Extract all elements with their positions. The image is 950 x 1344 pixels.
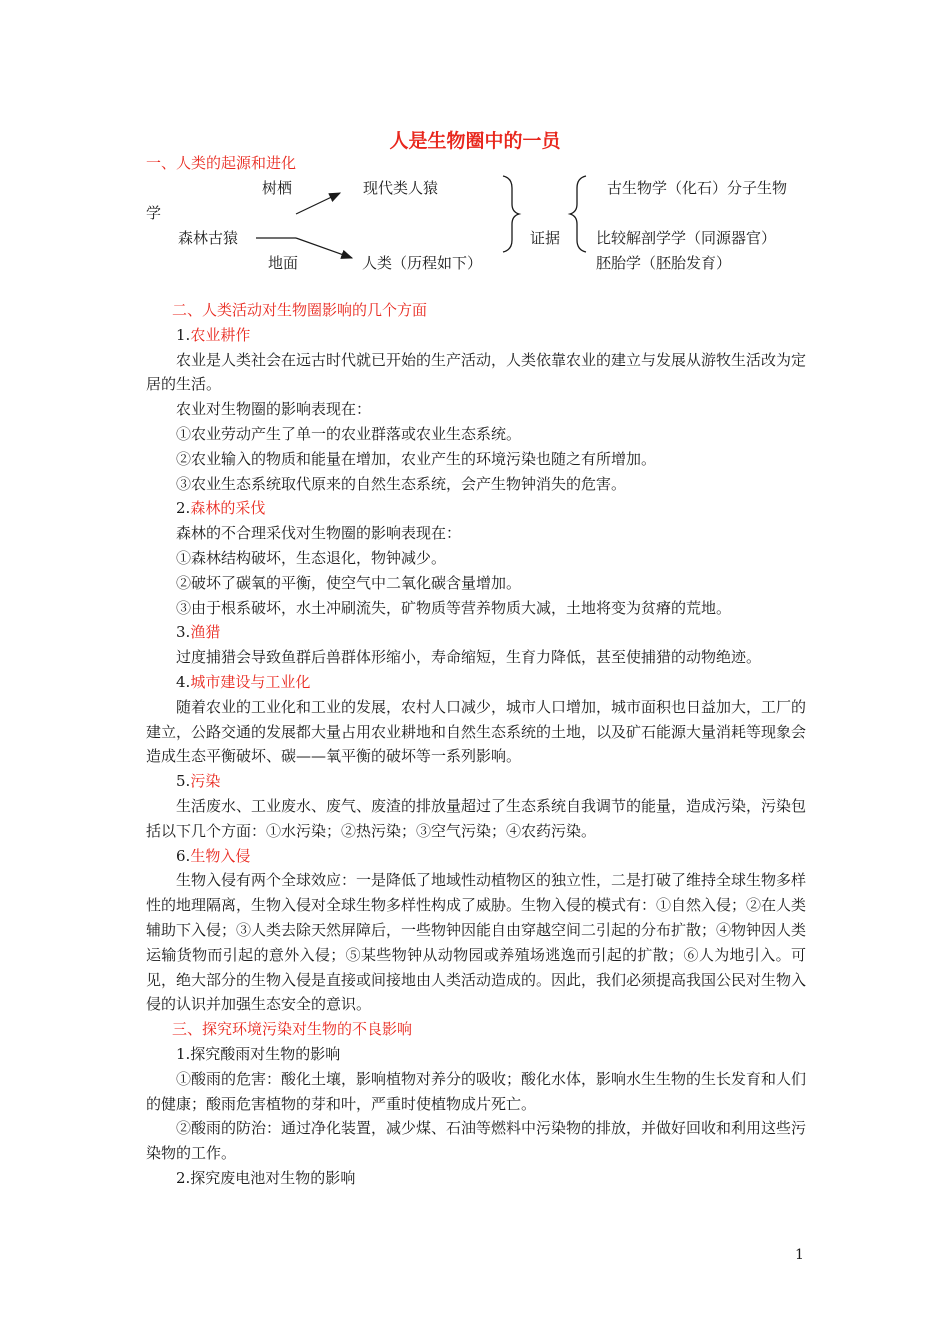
section3-sub1: 1.探究酸雨对生物的影响	[176, 1044, 341, 1063]
page-title: 人是生物圈中的一员	[389, 130, 561, 152]
item-heading	[146, 769, 806, 794]
item-title: 农业耕作	[190, 325, 251, 344]
item-number: 5.	[176, 772, 191, 791]
item-paragraph: 农业是人类社会在远古时代就已开始的生产活动，人类依靠农业的建立与发展从游牧生活改为定居的生活。	[146, 350, 807, 394]
item-paragraph: 随着农业的工业化和工业的发展，农村人口减少，城市人口增加，城市面积也日益加大，工厂的建立，公路交通的发展都大量占用农业耕地和自然生态系统的土地，以及矿石能源大量消耗等现象会造成生态平衡破坏、碳——氧平衡的破坏等一系列影响。	[146, 697, 807, 766]
item-list-entry: ③农业生态系统取代原来的自然生态系统，会产生物钟消失的危害。	[176, 474, 627, 493]
item-title: 城市建设与工业化	[190, 672, 311, 691]
diagram-evidence-label: 证据	[530, 229, 561, 247]
diagram-modern-ape: 现代类人猿	[363, 179, 439, 197]
item-heading	[146, 323, 806, 348]
item-title: 森林的采伐	[190, 499, 266, 518]
arrow-to-modern-ape	[296, 193, 340, 214]
item-number: 2.	[176, 499, 191, 518]
document-body	[146, 298, 806, 1191]
item-number: 3.	[176, 623, 191, 642]
item-title: 渔猎	[190, 623, 221, 642]
section2-heading: 二、人类活动对生物圈影响的几个方面	[172, 301, 428, 319]
item-paragraph: 过度捕猎会导致鱼群后兽群体形缩小，寿命缩短，生育力降低，甚至使捕猎的动物绝迹。	[176, 648, 762, 667]
diagram-ground-label: 地面	[268, 254, 299, 272]
diagram-evidence-fossil: 古生物学（化石）分子生物	[607, 179, 788, 197]
item-number: 6.	[176, 846, 191, 865]
diagram-evidence-anatomy: 比较解剖学学（同源器官）	[596, 229, 777, 247]
section3-acid-rain-harm: ①酸雨的危害：酸化土壤，影响植物对养分的吸收；酸化水体，影响水生生物的生长发育和人们的健康；酸雨危害植物的芽和叶，严重时使植物成片死亡。	[146, 1069, 807, 1113]
diagram-forest-ape: 森林古猿	[178, 229, 239, 247]
item-paragraph: 生活废水、工业废水、废气、废渣的排放量超过了生态系统自我调节的能量，造成污染，污染包括以下几个方面：①水污染；②热污染；③空气污染；④农药污染。	[146, 796, 807, 840]
item-title: 污染	[190, 772, 221, 791]
section2-items	[146, 323, 806, 1017]
left-brace	[570, 176, 586, 252]
item-number: 1.	[176, 325, 191, 344]
diagram-evidence-embryo: 胚胎学（胚胎发育）	[596, 254, 732, 272]
diagram-human: 人类（历程如下）	[362, 254, 483, 272]
item-list-entry: ②农业输入的物质和能量在增加，农业产生的环境污染也随之有所增加。	[176, 449, 657, 468]
item-paragraph: 生物入侵有两个全球效应：一是降低了地域性动植物区的独立性，二是打破了维持全球生物多样性的地理隔离，生物入侵对全球生物多样性构成了威胁。生物入侵的模式有：①自然入侵；②在人类辅助下入侵；③人类去除天然屏障后，一些物钟因能自由穿越空间二引起的分布扩散；④物钟因人类运输货物而引起的意外入侵；⑤某些物钟从动物园或养殖场逃逸而引起的扩散；⑥人为地引入。可见，绝大部分的生物入侵是直接或间接地由人类活动造成的。因此，我们必须提高我国公民对生物入侵的认识并加强生态安全的意识。	[146, 871, 807, 1014]
item-list-entry: ②破坏了碳氧的平衡，使空气中二氧化碳含量增加。	[176, 573, 522, 592]
diagram-tree-label: 树栖	[262, 179, 293, 197]
item-heading	[146, 670, 806, 695]
section3-heading: 三、探究环境污染对生物的不良影响	[172, 1020, 413, 1039]
right-brace	[503, 176, 519, 252]
item-list-entry: ①森林结构破坏，生态退化，物钟减少。	[176, 548, 447, 567]
diagram-evidence-fossil-wrap: 学	[146, 204, 162, 222]
item-list-entry: ①农业劳动产生了单一的农业群落或农业生态系统。	[176, 424, 522, 443]
item-heading	[146, 496, 806, 521]
item-heading	[146, 620, 806, 645]
section3-acid-rain-prevention: ②酸雨的防治：通过净化装置，减少煤、石油等燃料中污染物的排放，并做好回收和利用这些污染物的工作。	[146, 1119, 807, 1163]
page-number: 1	[795, 1247, 804, 1263]
section3-sub2: 2.探究废电池对生物的影响	[176, 1168, 356, 1187]
item-list-entry: ③由于根系破坏，水土冲刷流失，矿物质等营养物质大减，土地将变为贫瘠的荒地。	[176, 598, 732, 617]
evolution-diagram-lines	[0, 0, 950, 300]
item-paragraph: 农业对生物圈的影响表现在：	[176, 400, 372, 419]
item-title: 生物入侵	[190, 846, 251, 865]
arrow-to-human	[296, 238, 352, 258]
section1-heading: 一、人类的起源和进化	[146, 154, 297, 172]
item-paragraph: 森林的不合理采伐对生物圈的影响表现在：	[176, 524, 462, 543]
item-number: 4.	[176, 672, 191, 691]
item-heading	[146, 844, 806, 869]
